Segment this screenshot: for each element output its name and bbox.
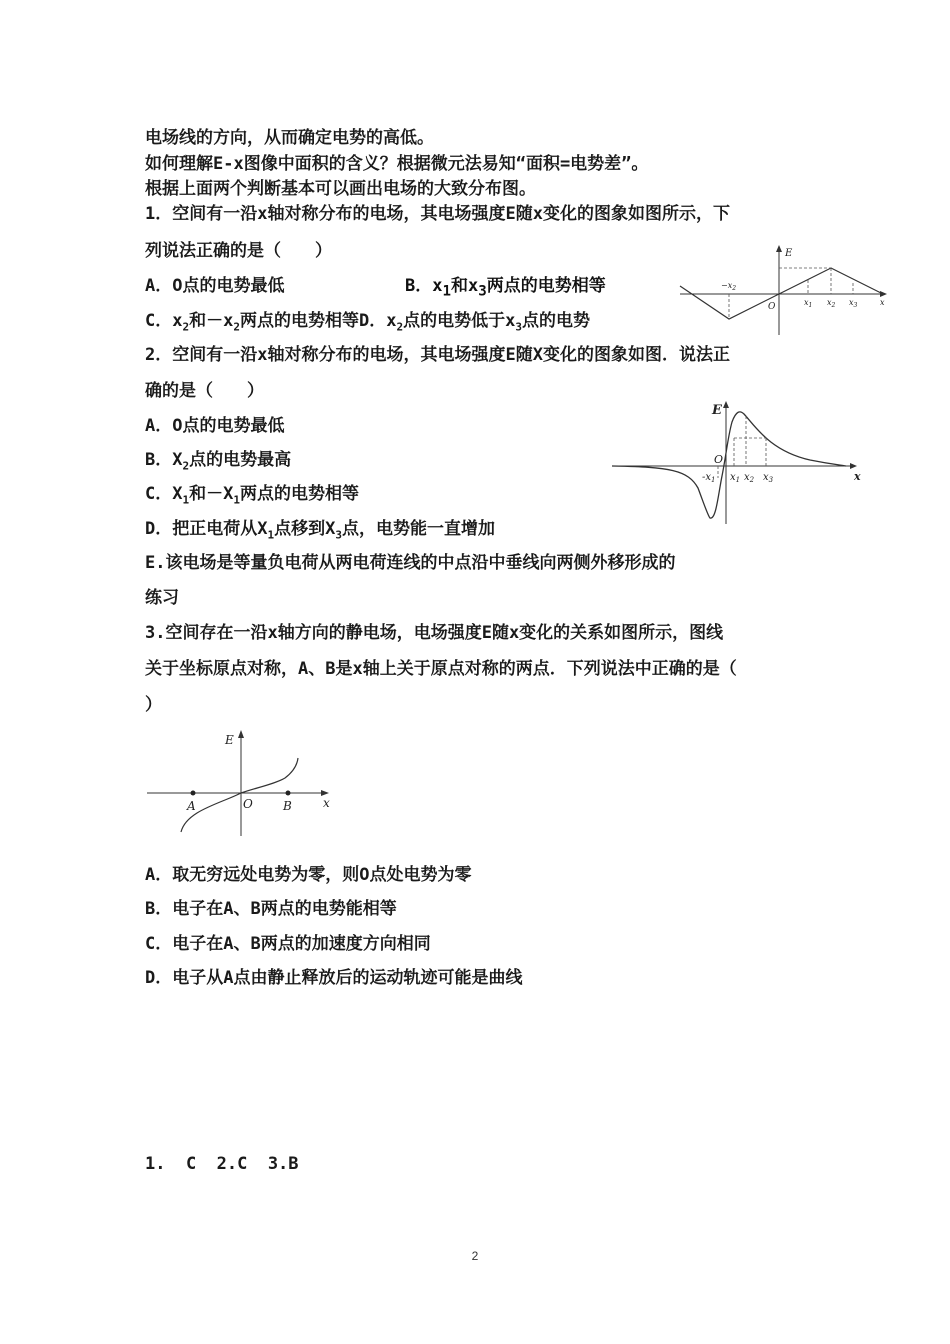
q1-label-x2: $x_2$ <box>827 298 836 309</box>
q2-option-e: E.该电场是等量负电荷从两电荷连线的中点沿中垂线向两侧外移形成的 <box>145 553 676 573</box>
q3-e-arrow-icon <box>238 730 244 738</box>
q1-option-c-d: C．$x_2$和$-x_2$两点的电势相等D．$x_2$点的电势低于$x_3$点的电势 <box>145 311 590 334</box>
q3-label-x: x <box>323 796 330 810</box>
q2-label-neg-x1: $-x_1$ <box>702 472 716 484</box>
q3-label-a: A <box>187 799 196 813</box>
q1-stem-line-1: 1．空间有一沿x轴对称分布的电场，其电场强度E随x变化的图象如图所示，下 <box>145 204 730 224</box>
intro-line-2: 如何理解E-x图像中面积的含义？根据微元法易知“面积=电势差”。 <box>145 154 649 174</box>
q2-stem-line-2: 确的是（ ） <box>145 381 264 401</box>
q3-point-a <box>191 791 196 796</box>
q3-label-b: B <box>283 799 292 813</box>
q1-stem-line-2: 列说法正确的是（ ） <box>145 241 332 261</box>
q1-e-arrow-icon <box>776 245 782 252</box>
q3-option-c: C．电子在A、B两点的加速度方向相同 <box>145 934 431 954</box>
q1-label-x1: $x_1$ <box>804 298 813 309</box>
q3-stem-line-3: ） <box>145 695 162 715</box>
q1-label-neg-x2: $-x_2$ <box>721 281 737 292</box>
q1-x-arrow-icon <box>880 291 887 297</box>
page-number: 2 <box>471 1249 479 1263</box>
q2-option-d: D．把正电荷从$X_1$点移到$X_3$点，电势能一直增加 <box>145 519 495 542</box>
answer-key: 1. C 2.C 3.B <box>145 1154 299 1174</box>
q2-label-x1: $x_1$ <box>730 472 741 484</box>
q3-stem-line-2: 关于坐标原点对称，A、B是x轴上关于原点对称的两点．下列说法中正确的是（ <box>145 659 737 679</box>
q2-stem-line-1: 2．空间有一沿x轴对称分布的电场，其电场强度E随X变化的图象如图．说法正 <box>145 345 730 365</box>
q2-label-e: E <box>712 403 722 418</box>
q2-e-arrow-icon <box>723 401 729 408</box>
q1-label-e: E <box>785 248 793 259</box>
q1-figure <box>675 240 895 340</box>
q1-option-a: A．O点的电势最低 <box>145 276 285 296</box>
intro-line-3: 根据上面两个判断基本可以画出电场的大致分布图。 <box>145 179 536 199</box>
q2-label-x2: $x_2$ <box>744 472 755 484</box>
intro-line-1: 电场线的方向，从而确定电势的高低。 <box>145 128 434 148</box>
q3-curve <box>181 758 298 832</box>
q2-figure <box>610 396 865 526</box>
q1-label-x3: $x_3$ <box>849 298 858 309</box>
q1-label-x: x <box>880 298 885 307</box>
q3-figure <box>145 728 340 838</box>
q3-label-e: E <box>225 733 234 747</box>
q2-option-a: A．O点的电势最低 <box>145 416 285 436</box>
q2-label-x: x <box>854 470 861 483</box>
q2-option-b: B．$X_2$点的电势最高 <box>145 450 292 473</box>
q2-x-arrow-icon <box>850 463 857 469</box>
q1-label-o: O <box>768 302 776 312</box>
q2-label-o: O <box>714 453 724 466</box>
q3-point-b <box>286 791 291 796</box>
q3-option-a: A．取无穷远处电势为零，则O点处电势为零 <box>145 865 472 885</box>
q3-option-d: D．电子从A点由静止释放后的运动轨迹可能是曲线 <box>145 968 523 988</box>
q3-option-b: B．电子在A、B两点的电势能相等 <box>145 899 397 919</box>
q2-option-c: C．$X_1$和$-X_1$两点的电势相等 <box>145 484 359 507</box>
practice-heading: 练习 <box>145 588 179 608</box>
q3-stem-line-1: 3.空间存在一沿x轴方向的静电场，电场强度E随x变化的关系如图所示，图线 <box>145 623 724 643</box>
q2-label-x3: $x_3$ <box>763 472 774 484</box>
q2-curve <box>612 412 846 518</box>
q3-label-o: O <box>243 797 253 811</box>
q1-option-b: B．$x_1$和$x_3$两点的电势相等 <box>405 276 606 300</box>
